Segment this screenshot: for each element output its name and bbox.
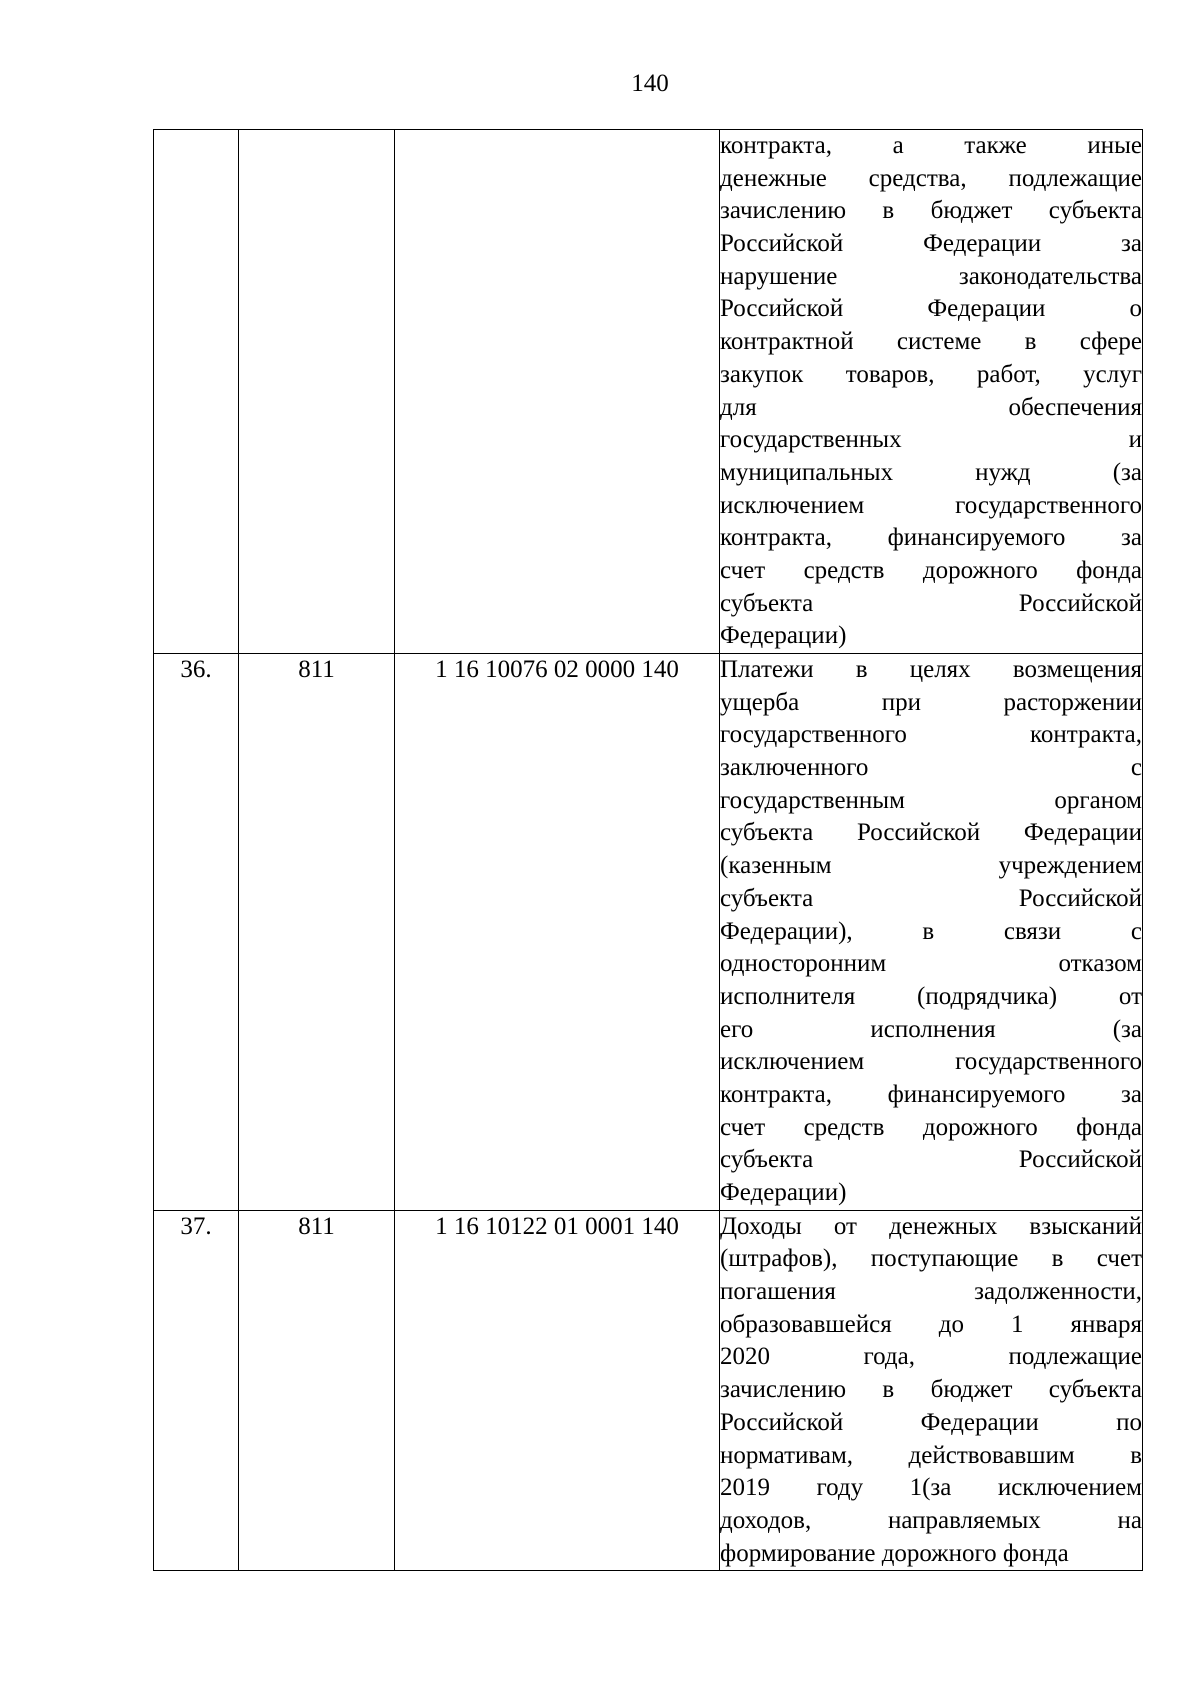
row-number-cell: 36. (154, 654, 239, 1211)
description-line: односторонним отказом (720, 950, 1142, 978)
description-line: формирование дорожного фонда (720, 1539, 1069, 1567)
revenue-codes-table (153, 129, 1143, 1571)
description-line: Федерации) (720, 1179, 847, 1206)
description-line: зачислению в бюджет субъекта (720, 1376, 1142, 1404)
description-line: контракта, финансируемого за (720, 524, 1142, 552)
description-line: (штрафов), поступающие в счет (720, 1245, 1142, 1273)
description-line: образовавшейся до 1 января (720, 1310, 1142, 1338)
description-line: счет средств дорожного фонда (720, 556, 1142, 584)
description-line: заключенного с (720, 754, 1142, 782)
description-line: Федерации) (720, 622, 847, 650)
table-row (154, 654, 1143, 1211)
description-line: нарушение законодательства (720, 262, 1142, 290)
description-line: государственным органом (720, 786, 1142, 814)
description-line: денежные средства, подлежащие (720, 164, 1142, 192)
description-line: субъекта Российской Федерации (720, 819, 1142, 847)
description-line: 2019 году 1(за исключением (720, 1474, 1142, 1502)
description-line: контракта, финансируемого за (720, 1080, 1142, 1108)
description-cell (720, 1210, 1143, 1571)
budget-code-cell (395, 130, 720, 654)
description-cell (720, 130, 1143, 654)
row-number-cell (154, 130, 239, 654)
admin-code-cell: 811 (239, 654, 395, 1211)
row-number-cell: 37. (154, 1210, 239, 1571)
admin-code-cell: 811 (239, 1210, 395, 1571)
description-line: его исполнения (за (720, 1015, 1142, 1043)
budget-code-cell: 1 16 10076 02 0000 140 (395, 654, 720, 1211)
description-line: Доходы от денежных взысканий (720, 1212, 1142, 1240)
description-line: ущерба при расторжении (720, 688, 1142, 716)
description-line: исключением государственного (720, 491, 1142, 519)
description-line: Российской Федерации по (720, 1408, 1142, 1436)
description-line: муниципальных нужд (за (720, 458, 1142, 486)
budget-code-cell: 1 16 10122 01 0001 140 (395, 1210, 720, 1571)
description-line: контракта, а также иные (720, 132, 1142, 159)
description-line: погашения задолженности, (720, 1278, 1142, 1306)
table-row (154, 1210, 1143, 1571)
page-number: 140 (631, 70, 669, 97)
description-cell (720, 654, 1143, 1211)
description-line: субъекта Российской (720, 884, 1142, 912)
description-line: нормативам, действовавшим в (720, 1441, 1142, 1469)
description-line: счет средств дорожного фонда (720, 1113, 1142, 1141)
admin-code-cell (239, 130, 395, 654)
description-line: исключением государственного (720, 1048, 1142, 1076)
description-line: 2020 года, подлежащие (720, 1343, 1142, 1371)
description-line: исполнителя (подрядчика) от (720, 982, 1142, 1010)
description-line: зачислению в бюджет субъекта (720, 197, 1142, 225)
description-line: субъекта Российской (720, 1146, 1142, 1174)
description-line: Платежи в целях возмещения (720, 656, 1142, 683)
description-line: доходов, направляемых на (720, 1506, 1142, 1534)
description-line: Федерации), в связи с (720, 917, 1142, 945)
description-line: государственных и (720, 426, 1142, 454)
description-line: для обеспечения (720, 393, 1142, 421)
description-line: Российской Федерации о (720, 295, 1142, 323)
table-row (154, 130, 1143, 654)
description-line: государственного контракта, (720, 721, 1142, 749)
table-body (154, 130, 1143, 1571)
description-line: (казенным учреждением (720, 852, 1142, 880)
description-line: Российской Федерации за (720, 230, 1142, 258)
description-line: субъекта Российской (720, 589, 1142, 617)
description-line: контрактной системе в сфере (720, 328, 1142, 356)
description-line: закупок товаров, работ, услуг (720, 360, 1142, 388)
